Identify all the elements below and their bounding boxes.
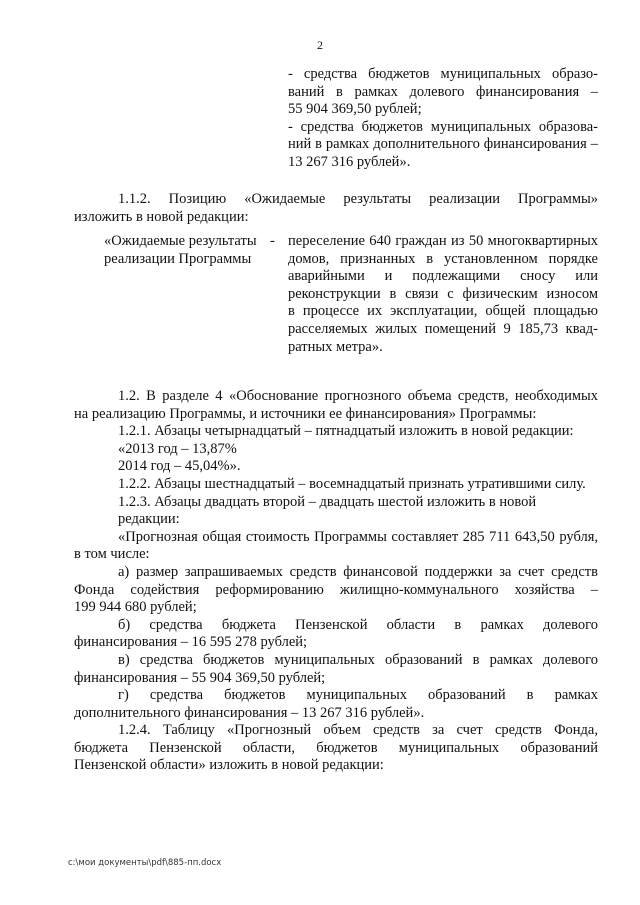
results-right-line-7: ратных метра». <box>288 338 383 355</box>
results-left-line-1 <box>104 233 284 251</box>
section-1-1-2 <box>74 191 598 226</box>
top-line-1: - средства бюджетов муниципальных образо- <box>288 66 598 82</box>
top-line-6: 13 267 316 рублей». <box>288 153 411 170</box>
s12-p1-line-1: 1.2. В разделе 4 «Обоснование прогнозного объема средств, необходимых <box>118 388 598 404</box>
s12-p11-line-2: дополнительного финансирования – 13 267 316 рублей». <box>74 704 425 721</box>
s12-p5: 1.2.2. Абзацы шестнадцатый – восемнадцатый признать утратившими силу. <box>118 475 586 492</box>
s12-p12-line-1: 1.2.4. Таблицу «Прогнозный объем средств за счет средств Фонда, <box>118 722 598 739</box>
results-right-line-6: расселяемых жилых помещений 9 185,73 квад- <box>288 320 598 337</box>
s12-p10-line-2: финансирования – 55 904 369,50 рублей; <box>74 669 326 686</box>
s12-p6: 1.2.3. Абзацы двадцать второй – двадцать шестой изложить в новой редакции: <box>118 493 537 528</box>
results-right-cell <box>288 233 598 356</box>
top-line-3: 55 904 369,50 рублей; <box>288 101 422 118</box>
top-funding-list <box>288 66 598 172</box>
s12-p7-line-2: в том числе: <box>74 546 150 563</box>
s12-p4: 2014 год – 45,04%». <box>118 458 241 475</box>
results-right-line-4: реконструкции в связи с физическим износом <box>288 285 598 302</box>
s12-p7-line-1: «Прогнозная общая стоимость Программы составляет 285 711 643,50 рубля, <box>118 528 598 545</box>
s12-p2: 1.2.1. Абзацы четырнадцатый – пятнадцатый изложить в новой редакции: <box>118 423 574 440</box>
results-right-line-5: в процессе их эксплуатации, общей площадью <box>288 303 598 320</box>
top-line-5: ний в рамках дополнительного финансирования – <box>288 136 598 153</box>
page-number: 2 <box>317 38 323 52</box>
section-1-1-2-line-2: изложить в новой редакции: <box>74 208 249 225</box>
s12-p9-line-1: б) средства бюджета Пензенской области в рамках долевого <box>118 616 598 633</box>
top-line-4: - средства бюджетов муниципальных образова- <box>288 118 598 135</box>
s12-p12-line-2: бюджета Пензенской области, бюджетов муниципальных образований <box>74 739 598 756</box>
results-right-line-1: переселение 640 граждан из 50 многоквартирных <box>288 233 598 249</box>
top-line-2: ваний в рамках долевого финансирования – <box>288 83 598 100</box>
s12-p8-line-3: 199 944 680 рублей; <box>74 599 197 616</box>
results-left-cell <box>104 233 284 268</box>
s12-p8-line-2: Фонда содействия реформированию жилищно-коммунального хозяйства – <box>74 581 598 598</box>
s12-p11-line-1: г) средства бюджетов муниципальных образований в рамках <box>118 687 598 704</box>
section-1-1-2-line-1: 1.1.2. Позицию «Ожидаемые результаты реализации Программы» <box>118 191 598 207</box>
results-dash: - <box>270 233 275 249</box>
footer-file-path: c:\мои документы\pdf\885-пп.docx <box>68 858 222 868</box>
s12-p1-line-2: на реализацию Программы, и источники ее финансирования» Программы: <box>74 405 537 422</box>
section-1-2 <box>74 388 598 775</box>
s12-p3: «2013 год – 13,87% <box>118 440 237 457</box>
s12-p8-line-1: а) размер запрашиваемых средств финансовой поддержки за счет средств <box>118 563 598 580</box>
results-left-line-2: реализации Программы <box>104 250 252 267</box>
s12-p10-line-1: в) средства бюджетов муниципальных образований в рамках долевого <box>118 651 598 668</box>
results-right-line-2: домов, признанных в установленном порядке <box>288 250 598 267</box>
s12-p9-line-2: финансирования – 16 595 278 рублей; <box>74 634 308 651</box>
results-right-line-3: аварийными и подлежащими сносу или <box>288 268 598 285</box>
results-label-line-1: «Ожидаемые результаты <box>104 233 257 249</box>
s12-p12-line-3: Пензенской области» изложить в новой редакции: <box>74 757 384 774</box>
